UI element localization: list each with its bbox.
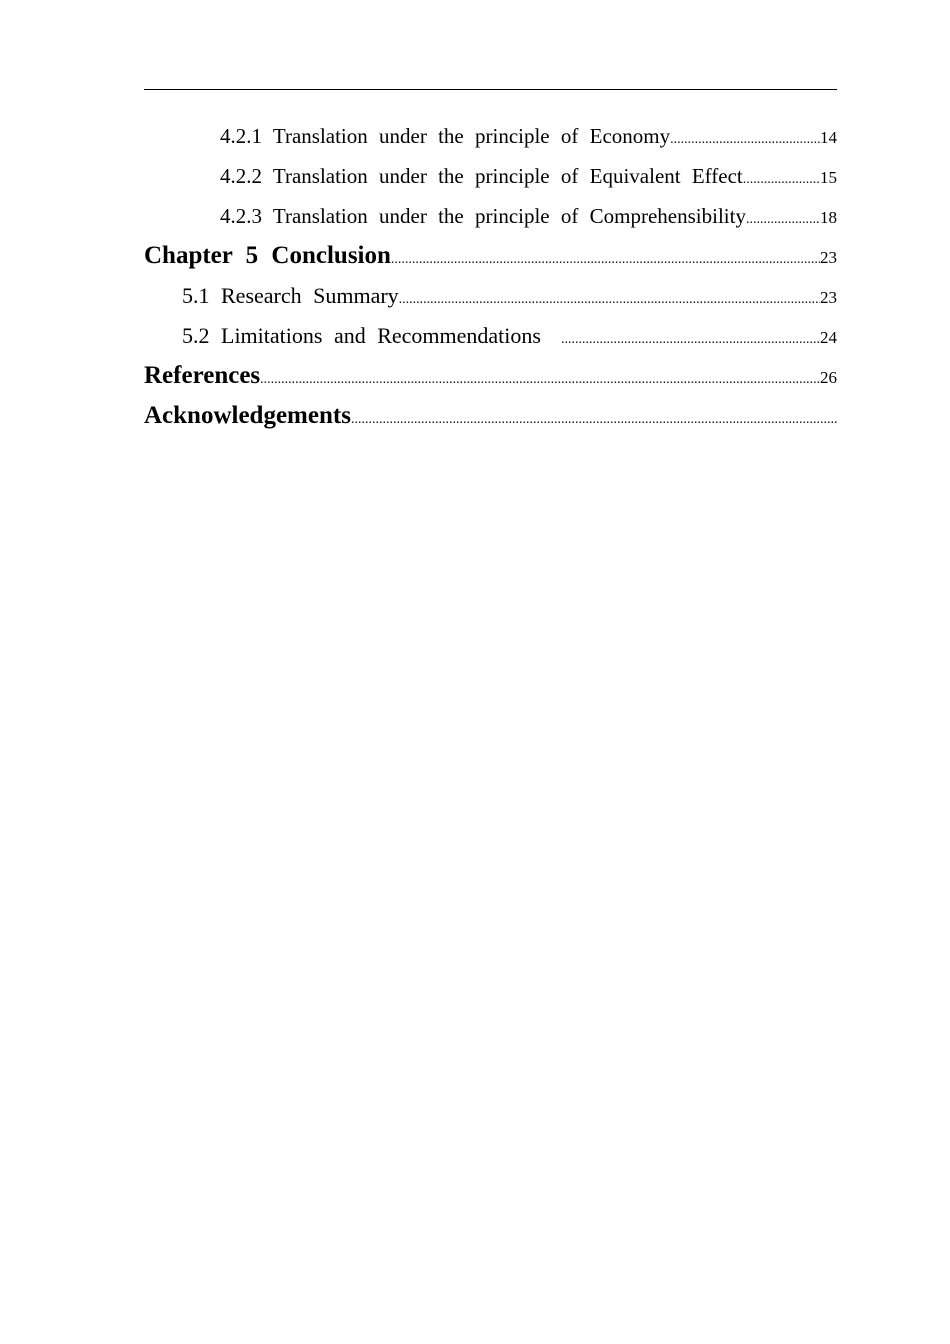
toc-entry-acknowledgements bbox=[144, 396, 837, 436]
toc-dot-leader bbox=[743, 160, 820, 200]
toc-entry-label: References bbox=[144, 362, 261, 389]
toc-dot-leader bbox=[399, 280, 820, 320]
toc-dot-leader bbox=[260, 360, 820, 400]
toc-entry-label: 4.2.3 Translation under the principle of Comprehensibility bbox=[220, 204, 746, 228]
toc-entry-references bbox=[144, 356, 837, 396]
toc-entry-label: 4.2.2 Translation under the principle of Equivalent Effect bbox=[220, 164, 743, 188]
toc-dot-leader bbox=[670, 120, 820, 160]
toc-page-number: 23 bbox=[820, 288, 837, 307]
toc-entry-chapter-5 bbox=[144, 236, 837, 276]
header-rule bbox=[144, 89, 837, 90]
toc-dot-leader bbox=[391, 240, 820, 280]
toc-entry-label: 4.2.1 Translation under the principle of Economy bbox=[220, 124, 671, 148]
toc-entry-label: Chapter 5 Conclusion bbox=[144, 242, 391, 269]
toc-page-number: 24 bbox=[820, 328, 837, 347]
toc-page-number: 14 bbox=[820, 128, 837, 147]
toc-page-number: 15 bbox=[820, 168, 837, 187]
toc-dot-leader bbox=[746, 200, 820, 240]
toc-entry-label: 5.2 Limitations and Recommendations bbox=[182, 323, 541, 348]
toc-page-number: 23 bbox=[820, 248, 837, 267]
toc-dot-leader bbox=[351, 400, 837, 440]
toc-page-number: 18 bbox=[820, 208, 837, 227]
toc-dot-leader bbox=[561, 320, 820, 360]
toc-entry-4-2-3 bbox=[144, 196, 837, 236]
toc-entry-label: 5.1 Research Summary bbox=[182, 283, 399, 308]
toc-entry-4-2-2 bbox=[144, 156, 837, 196]
toc-entry-5-1 bbox=[144, 276, 837, 316]
toc-entry-5-2 bbox=[144, 316, 837, 356]
toc-entry-label: Acknowledgements bbox=[144, 402, 351, 429]
toc-page-number: 26 bbox=[820, 368, 837, 387]
table-of-contents bbox=[144, 116, 837, 436]
toc-entry-4-2-1 bbox=[144, 116, 837, 156]
